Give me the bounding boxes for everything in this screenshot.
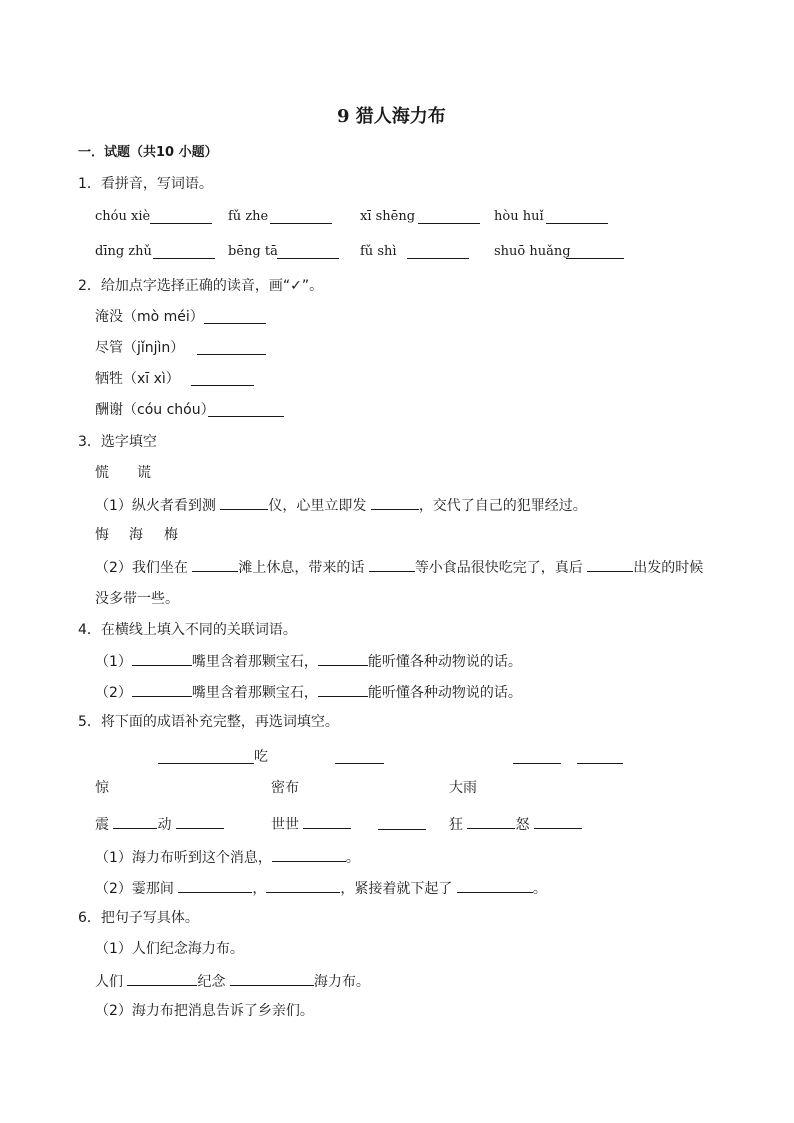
answer-blank[interactable]	[270, 223, 332, 224]
sentence-part: （1）	[95, 654, 132, 670]
idiom-char: 吃	[254, 749, 268, 765]
answer-blank[interactable]	[176, 814, 224, 829]
answer-blank[interactable]	[407, 258, 469, 259]
question-4-stem: 4．在横线上填入不同的关联词语。	[78, 622, 297, 638]
answer-blank[interactable]	[566, 258, 624, 259]
answer-blank[interactable]	[220, 495, 268, 510]
char-option: 慌	[95, 465, 109, 481]
answer-blank[interactable]	[369, 557, 415, 572]
answer-blank[interactable]	[266, 878, 340, 893]
q5-sentence-2	[95, 878, 547, 898]
idiom-part: 惊	[95, 780, 109, 796]
answer-blank[interactable]	[335, 763, 384, 764]
q6-sentence-1-expand	[95, 971, 370, 991]
page-title: 9 猎人海力布	[337, 106, 446, 127]
answer-blank[interactable]	[371, 495, 419, 510]
pinyin-fushi: fǔ shì	[360, 244, 397, 259]
answer-blank[interactable]	[272, 847, 346, 862]
idiom-part: 震	[95, 817, 114, 833]
q2-item: 淹没（mò méi）	[95, 309, 204, 325]
q2-item: 牺牲（xī xì）	[95, 371, 180, 387]
answer-blank[interactable]	[418, 223, 480, 224]
answer-blank[interactable]	[113, 814, 157, 829]
q6-sentence-2: （2）海力布把消息告诉了乡亲们。	[95, 1003, 314, 1019]
idiom-part: 世世	[271, 817, 304, 833]
sentence-part: 。	[345, 850, 360, 866]
pinyin-chouxie: chóu xiè	[95, 209, 151, 224]
sentence-part: 滩上休息，带来的话	[238, 560, 369, 576]
idiom-part: 狂	[449, 817, 468, 833]
idiom-part: 大雨	[449, 780, 477, 796]
sentence-part: 海力布。	[313, 974, 370, 990]
char-option: 悔	[95, 527, 109, 543]
idiom-part: 动	[157, 817, 176, 833]
char-option: 谎	[137, 465, 151, 481]
question-6-stem: 6．把句子写具体。	[78, 910, 199, 926]
pinyin-dingzhu: dīng zhǔ	[95, 244, 152, 259]
sentence-part: 能听懂各种动物说的话。	[367, 685, 522, 701]
sentence-part: 纪念	[197, 974, 230, 990]
q6-sentence-1: （1）人们纪念海力布。	[95, 941, 244, 957]
sentence-part: 仪，心里立即发	[268, 498, 371, 514]
answer-blank[interactable]	[150, 223, 212, 224]
answer-blank[interactable]	[192, 557, 238, 572]
q2-item: 酬谢（cóu chóu）	[95, 402, 215, 418]
sentence-part: （2）我们坐在	[95, 560, 193, 576]
question-1-stem: 1．看拼音，写词语。	[78, 176, 213, 192]
sentence-part: 等小食品很快吃完了，真后	[414, 560, 588, 576]
sentence-part: （2）霎那间	[95, 881, 179, 897]
question-3-stem: 3．选字填空	[78, 434, 157, 450]
q5-sentence-1	[95, 847, 360, 867]
sentence-part: 出发的时候	[633, 560, 704, 576]
answer-blank[interactable]	[467, 814, 515, 829]
sentence-part: 人们	[95, 974, 128, 990]
pinyin-bengta: bēng tā	[228, 244, 278, 259]
answer-blank[interactable]	[208, 416, 284, 417]
answer-blank[interactable]	[230, 971, 314, 986]
q3-sentence-1	[95, 495, 587, 515]
question-2-stem: 2．给加点字选择正确的读音，画“✓”。	[78, 278, 324, 294]
answer-blank[interactable]	[318, 651, 368, 666]
q4-sentence-1	[95, 651, 522, 671]
sentence-part: 能听懂各种动物说的话。	[367, 654, 522, 670]
sentence-part: ，	[252, 881, 267, 897]
question-5-stem: 5．将下面的成语补充完整，再选词填空。	[78, 714, 339, 730]
idiom-part: 密布	[271, 780, 299, 796]
pinyin-fuzhe: fǔ zhe	[228, 209, 269, 224]
char-option: 海	[129, 527, 143, 543]
section-heading: 一．试题（共10 小题）	[78, 145, 218, 160]
idiom-zhen	[95, 814, 224, 834]
answer-blank[interactable]	[277, 258, 339, 259]
sentence-part: ，紧接着就下起了	[340, 881, 457, 897]
sentence-part: （1）纵火者看到测	[95, 498, 221, 514]
answer-blank[interactable]	[318, 682, 368, 697]
answer-blank[interactable]	[132, 651, 192, 666]
sentence-part: 嘴里含着那颗宝石，	[191, 685, 318, 701]
idiom-part: 怒	[515, 817, 534, 833]
answer-blank[interactable]	[197, 354, 266, 355]
answer-blank[interactable]	[153, 258, 215, 259]
q3-sentence-2-cont: 没多带一些。	[95, 591, 179, 607]
q4-sentence-2	[95, 682, 522, 702]
answer-blank[interactable]	[457, 878, 533, 893]
sentence-part: 。	[532, 881, 547, 897]
sentence-part: 嘴里含着那颗宝石，	[191, 654, 318, 670]
q2-item: 尽管（jǐnjìn）	[95, 340, 185, 356]
pinyin-xisheng: xī shēng	[360, 209, 416, 224]
sentence-part: （1）海力布听到这个消息，	[95, 850, 272, 866]
pinyin-houhui: hòu huǐ	[494, 209, 544, 224]
answer-blank[interactable]	[303, 814, 351, 829]
answer-blank[interactable]	[127, 971, 197, 986]
pinyin-shuohuang: shuō huǎng	[494, 244, 571, 259]
idiom-kuang	[449, 814, 582, 834]
answer-blank[interactable]	[178, 878, 252, 893]
answer-blank[interactable]	[513, 763, 561, 764]
q3-sentence-2	[95, 557, 703, 577]
answer-blank[interactable]	[378, 829, 426, 830]
sentence-part: ，交代了自己的犯罪经过。	[418, 498, 587, 514]
char-option: 梅	[164, 527, 178, 543]
answer-blank[interactable]	[587, 557, 633, 572]
answer-blank[interactable]	[204, 323, 266, 324]
idiom-shishi	[271, 814, 351, 834]
answer-blank[interactable]	[546, 223, 608, 224]
sentence-part: （2）	[95, 685, 132, 701]
answer-blank[interactable]	[577, 763, 623, 764]
answer-blank[interactable]	[191, 385, 254, 386]
answer-blank[interactable]	[158, 763, 254, 764]
answer-blank[interactable]	[132, 682, 192, 697]
answer-blank[interactable]	[534, 814, 582, 829]
